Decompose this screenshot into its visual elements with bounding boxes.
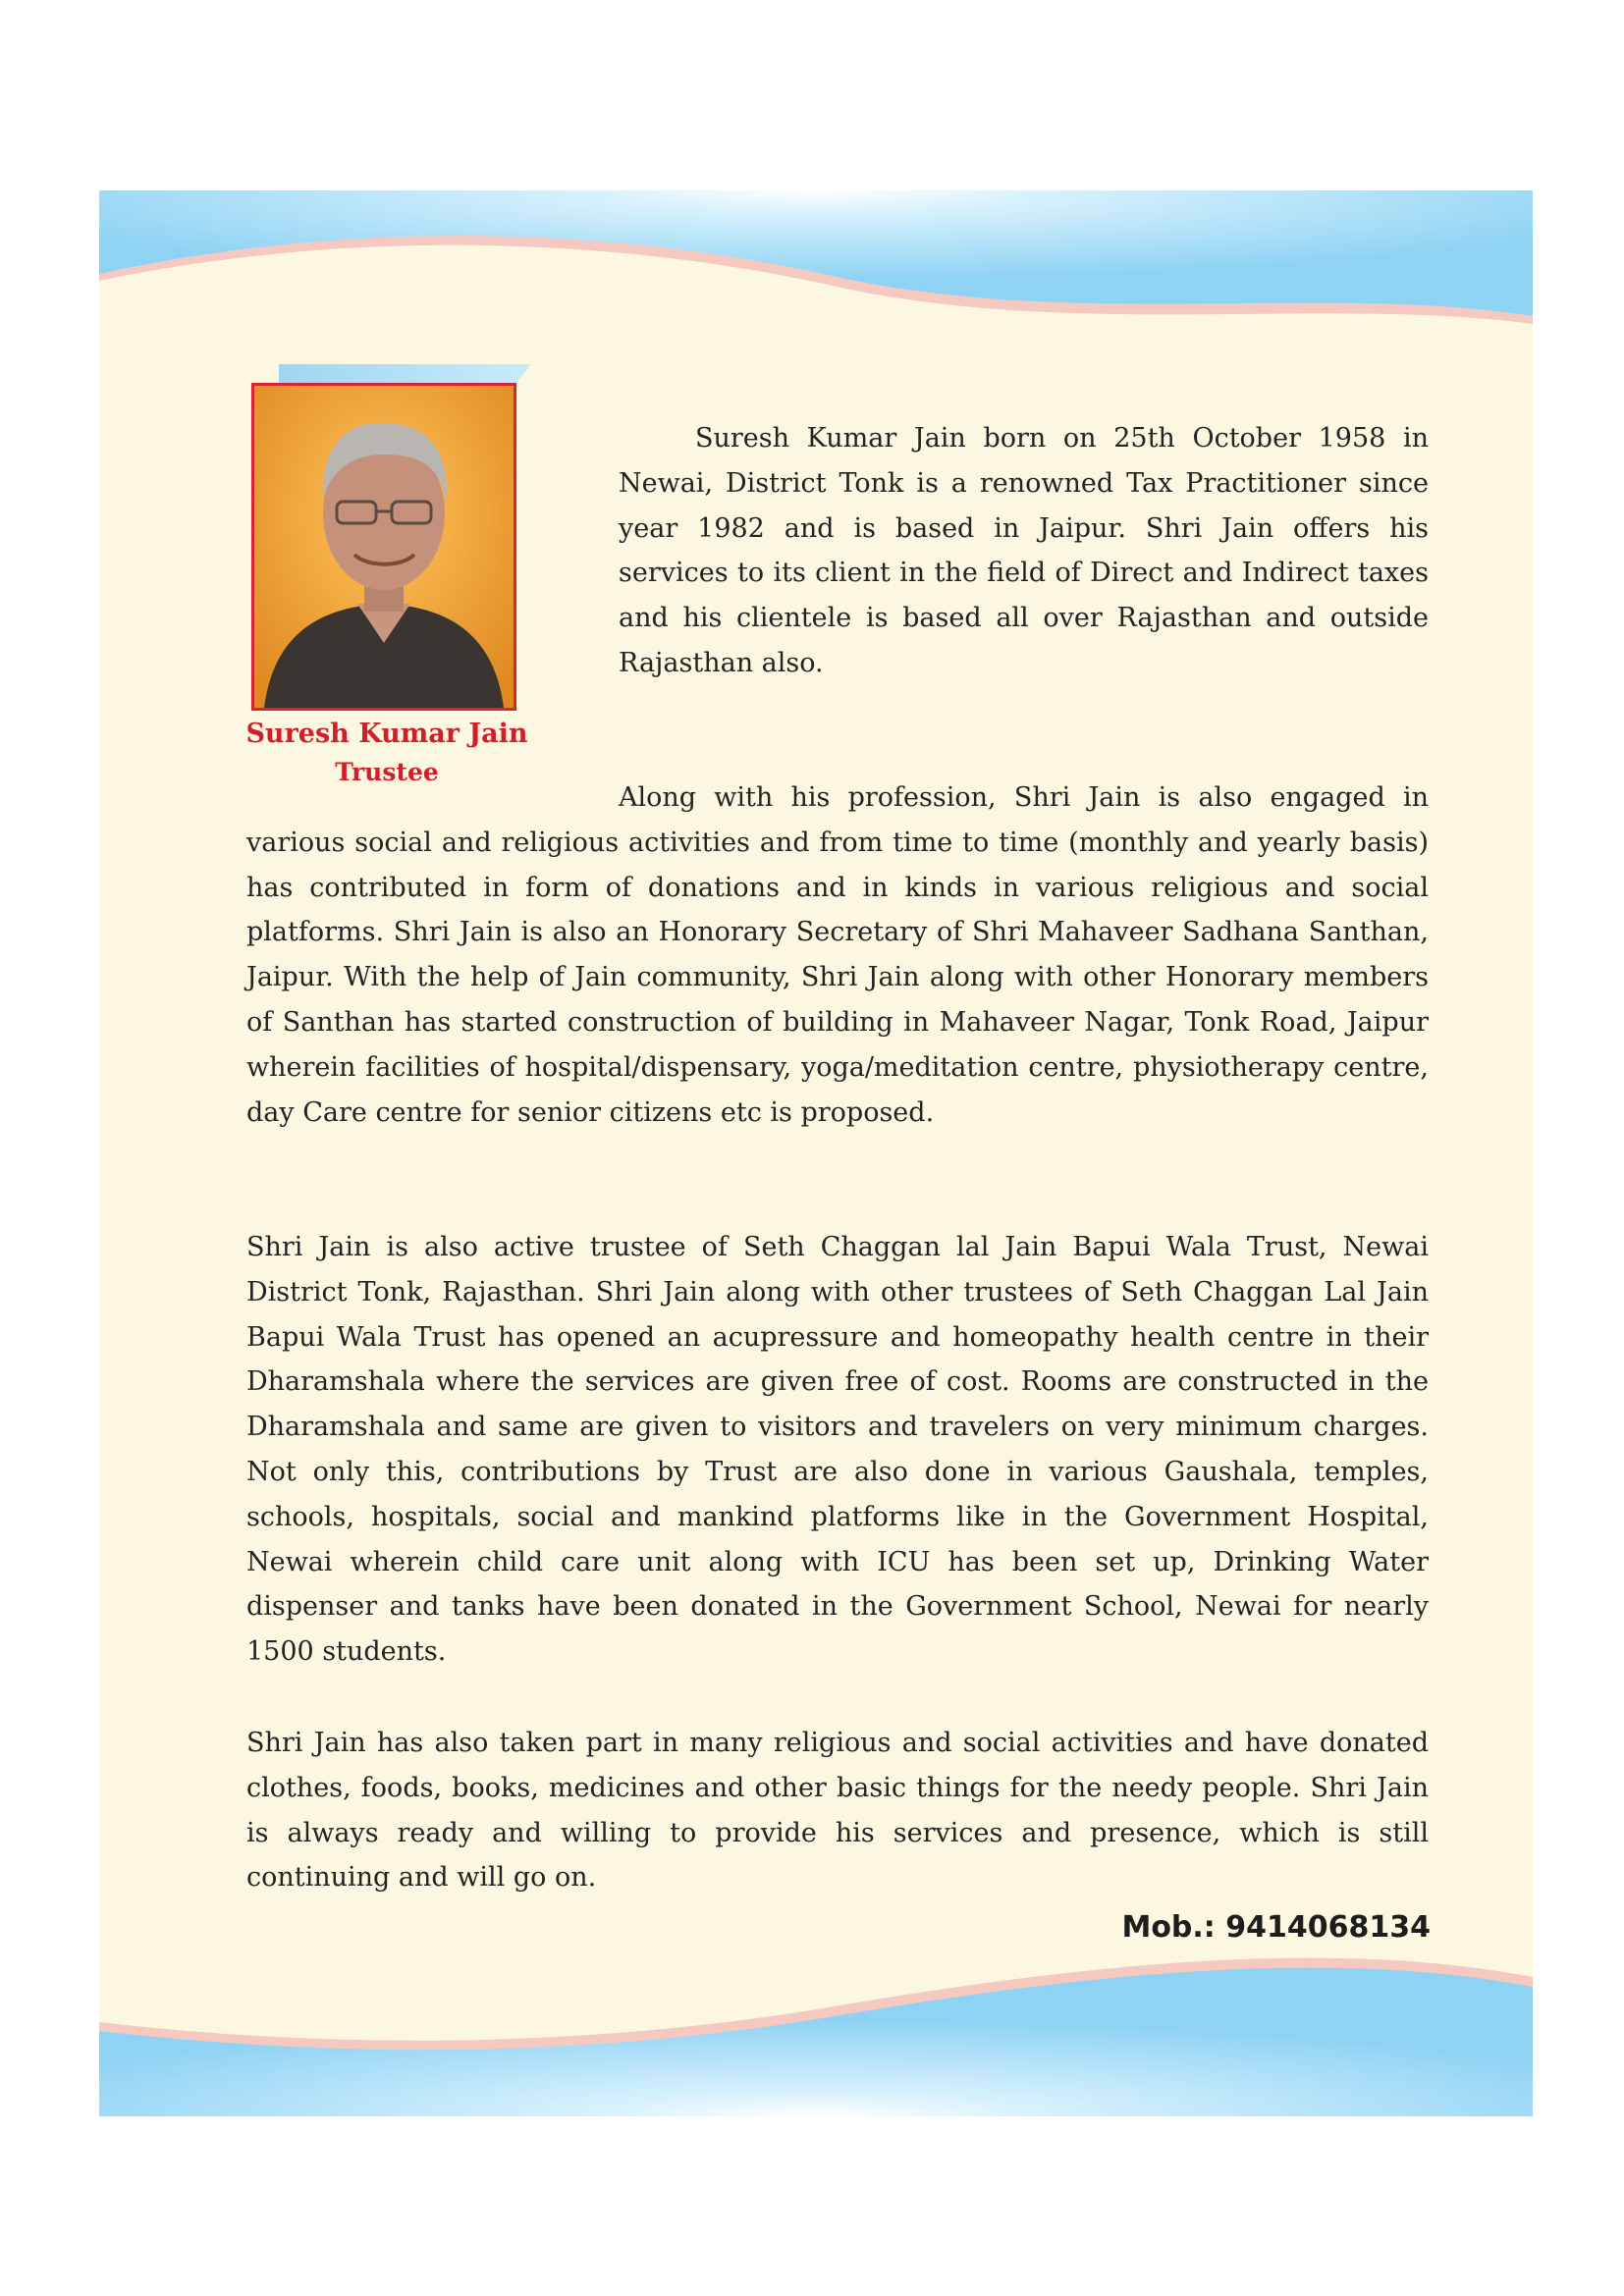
portrait-caption-title: Trustee (335, 758, 439, 786)
bio-paragraph-1: Suresh Kumar Jain born on 25th October 1958 in Newai, District Tonk is a renowned Tax Practitioner since year 1982 and is based in Jaipur. Shri Jain offers his services to its client in the field of Direct and Indirect taxes and his clientele is based all over Rajasthan and outside Rajasthan also. (619, 423, 1429, 678)
portrait-photo (251, 383, 516, 711)
portrait-caption-name: Suresh Kumar Jain (245, 719, 528, 749)
profile-panel (99, 190, 1533, 2116)
portrait-illustration (254, 386, 514, 708)
bio-paragraph-3: Shri Jain is also active trustee of Seth Chaggan lal Jain Bapui Wala Trust, Newai District Tonk, Rajasthan. Shri Jain along with other trustees of Seth Chaggan Lal Jain Bapui Wala Trust has opened an acupressure and homeopathy health centre in their Dharamshala where the services are given free of cost. Rooms are constructed in the Dharamshala and same are given to visitors and travelers on very minimum charges. Not only this, contributions by Trust are also done in various Gaushala, temples, schools, hospitals, social and mankind platforms like in the Government Hospital, Newai wherein child care unit along with ICU has been set up, Drinking Water dispenser and tanks have been donated in the Government School, Newai for nearly 1500 students. (246, 1232, 1429, 1668)
mobile-number: Mob.: 9414068134 (1121, 1910, 1431, 1945)
bio-paragraph-2: Along with his profession, Shri Jain is also engaged in various social and religious activities and from time to time (monthly and yearly basis) has contributed in form of donations and in kinds in various religious and social platforms. Shri Jain is also an Honorary Secretary of Shri Mahaveer Sadhana Santhan, Jaipur. With the help of Jain community, Shri Jain along with other Honorary members of Santhan has started construction of building in Mahaveer Nagar, Tonk Road, Jaipur wherein facilities of hospital/dispensary, yoga/meditation centre, physiotherapy centre, day Care centre for senior citizens etc is proposed. (246, 782, 1429, 1128)
bio-paragraph-4: Shri Jain has also taken part in many religious and social activities and have donated clothes, foods, books, medicines and other basic things for the needy people. Shri Jain is always ready and willing to provide his services and presence, which is still continuing and will go on. (246, 1728, 1429, 1894)
